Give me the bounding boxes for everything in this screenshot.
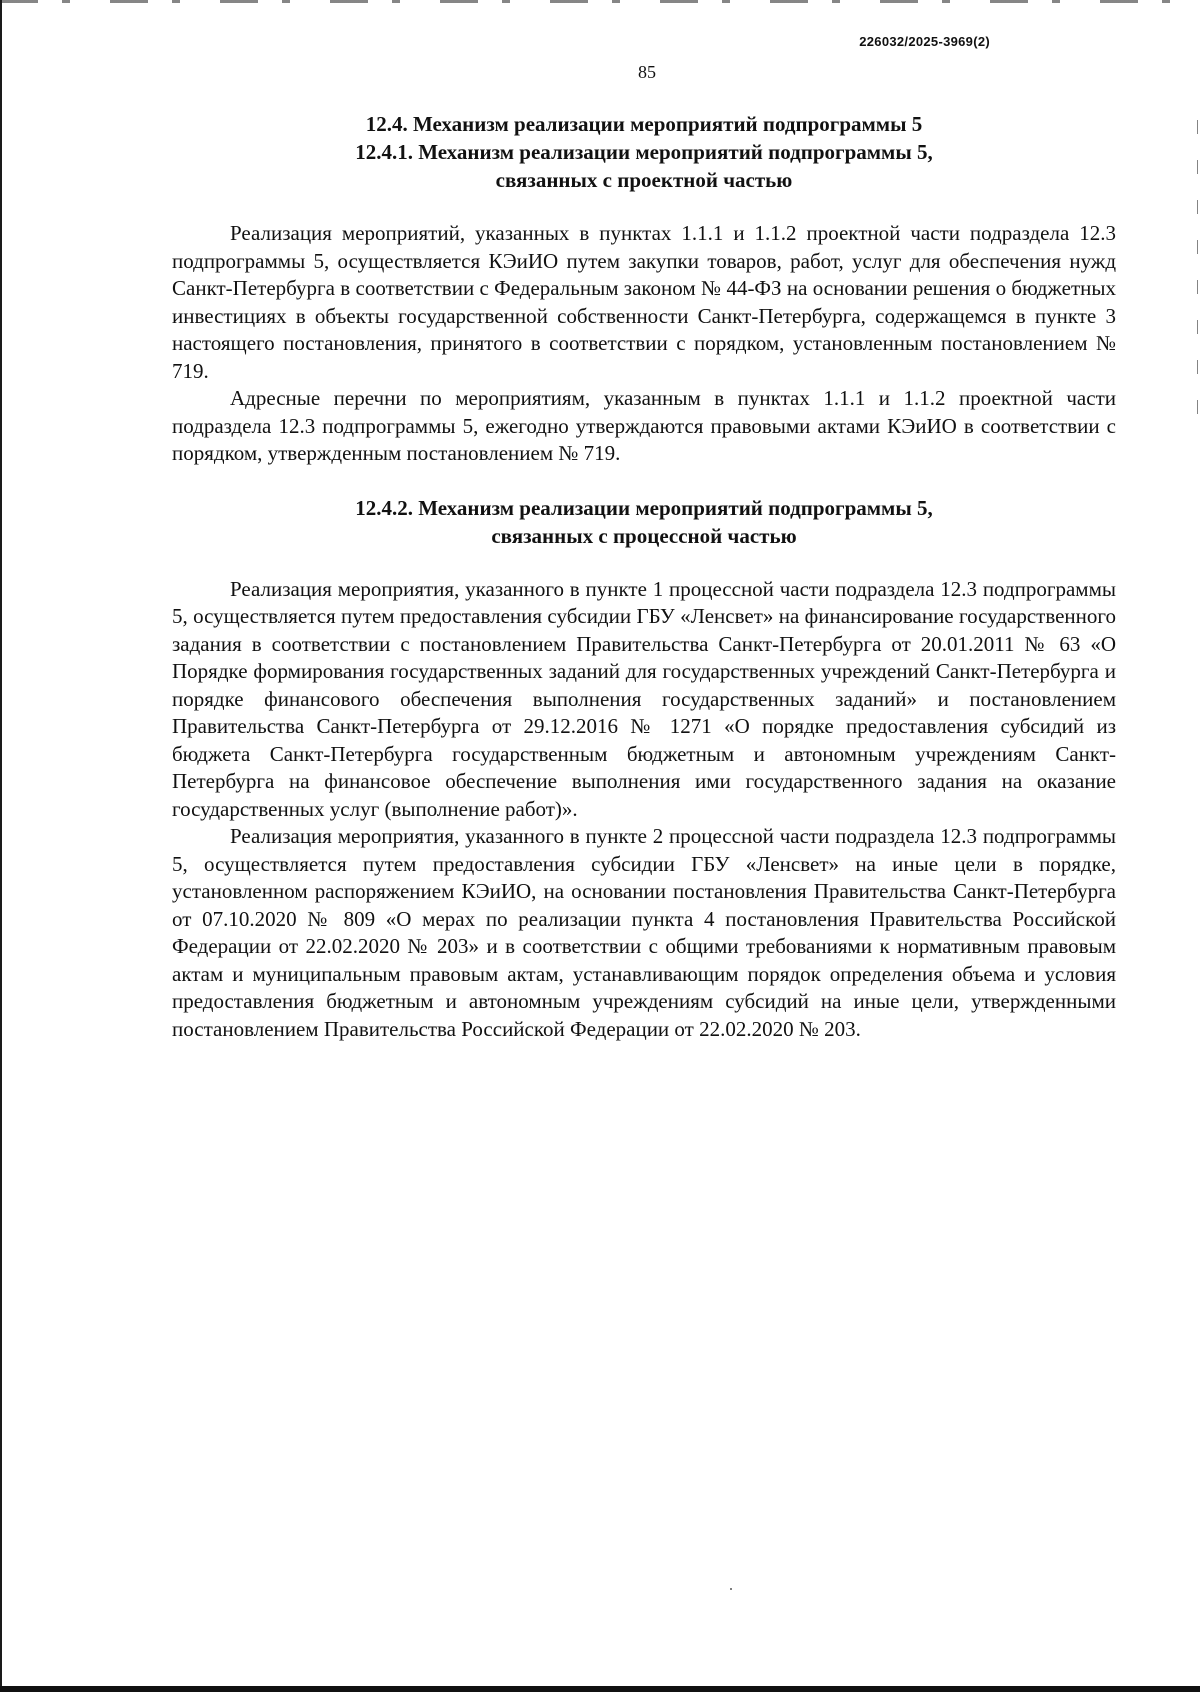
heading-line: 12.4. Механизм реализации мероприятий подпрограммы 5 (365, 112, 923, 136)
section-2-heading (172, 494, 1116, 550)
scan-edge-right (1197, 120, 1198, 440)
scan-edge-top (0, 0, 1200, 3)
document-body (172, 110, 1116, 1043)
scan-edge-bottom (0, 1686, 1200, 1692)
paragraph: Реализация мероприятия, указанного в пункте 2 процессной части подраздела 12.3 подпрограммы 5, осуществляется путем предоставления субсидии ГБУ «Ленсвет» на иные цели в порядке, установленном распоряжением КЭиИО, на основании постановления Правительства Санкт-Петербурга от 07.10.2020 № 809 «О мерах по реализации пункта 4 постановления Правительства Российской Федерации от 22.02.2020 № 203» и в соответствии с общими требованиями к нормативным правовым актам и муниципальным правовым актам, устанавливающим порядок определения объема и условия предоставления бюджетным и автономным учреждениям субсидий на иные цели, утвержденными постановлением Правительства Российской Федерации от 22.02.2020 № 203. (172, 824, 1116, 1041)
document-registration-number: 226032/2025-3969(2) (859, 34, 990, 49)
scan-speck (730, 1588, 732, 1590)
paragraph: Адресные перечни по мероприятиям, указанным в пунктах 1.1.1 и 1.1.2 проектной части подраздела 12.3 подпрограммы 5, ежегодно утверждаются правовыми актами КЭиИО в соответствии с порядком, утвержденным постановлением № 719. (172, 386, 1116, 465)
heading-line: 12.4.1. Механизм реализации мероприятий подпрограммы 5, (355, 140, 933, 164)
paragraph: Реализация мероприятия, указанного в пункте 1 процессной части подраздела 12.3 подпрограммы 5, осуществляется путем предоставления субсидии ГБУ «Ленсвет» на финансирование государственного задания в соответствии с постановлением Правительства Санкт-Петербурга от 20.01.2011 № 63 «О Порядке формирования государственных заданий для государственных учреждений Санкт-Петербурга и порядке финансового обеспечения выполнения государственных заданий» и постановлением Правительства Санкт-Петербурга от 29.12.2016 № 1271 «О порядке предоставления субсидий из бюджета Санкт-Петербурга государственным бюджетным и автономным учреждениям Санкт-Петербурга на финансовое обеспечение выполнения ими государственного задания на оказание государственных услуг (выполнение работ)». (172, 576, 1116, 821)
heading-line: связанных с процессной частью (491, 523, 797, 548)
section-1-heading (172, 110, 1116, 194)
paragraph: Реализация мероприятий, указанных в пунктах 1.1.1 и 1.1.2 проектной части подраздела 12.3 подпрограммы 5, осуществляется КЭиИО путем закупки товаров, работ, услуг для обеспечения нужд Санкт-Петербурга в соответствии с Федеральным законом № 44-ФЗ на основании решения о бюджетных инвестициях в объекты государственной собственности Санкт-Петербурга, содержащемся в пункте 3 настоящего постановления, принятого в соответствии с порядком, установленным постановлением № 719. (172, 221, 1116, 383)
heading-line: связанных с проектной частью (495, 168, 793, 192)
page-number: 85 (638, 62, 656, 82)
heading-line: 12.4.2. Механизм реализации мероприятий подпрограммы 5, (355, 495, 933, 520)
scan-edge-left (0, 0, 2, 1692)
